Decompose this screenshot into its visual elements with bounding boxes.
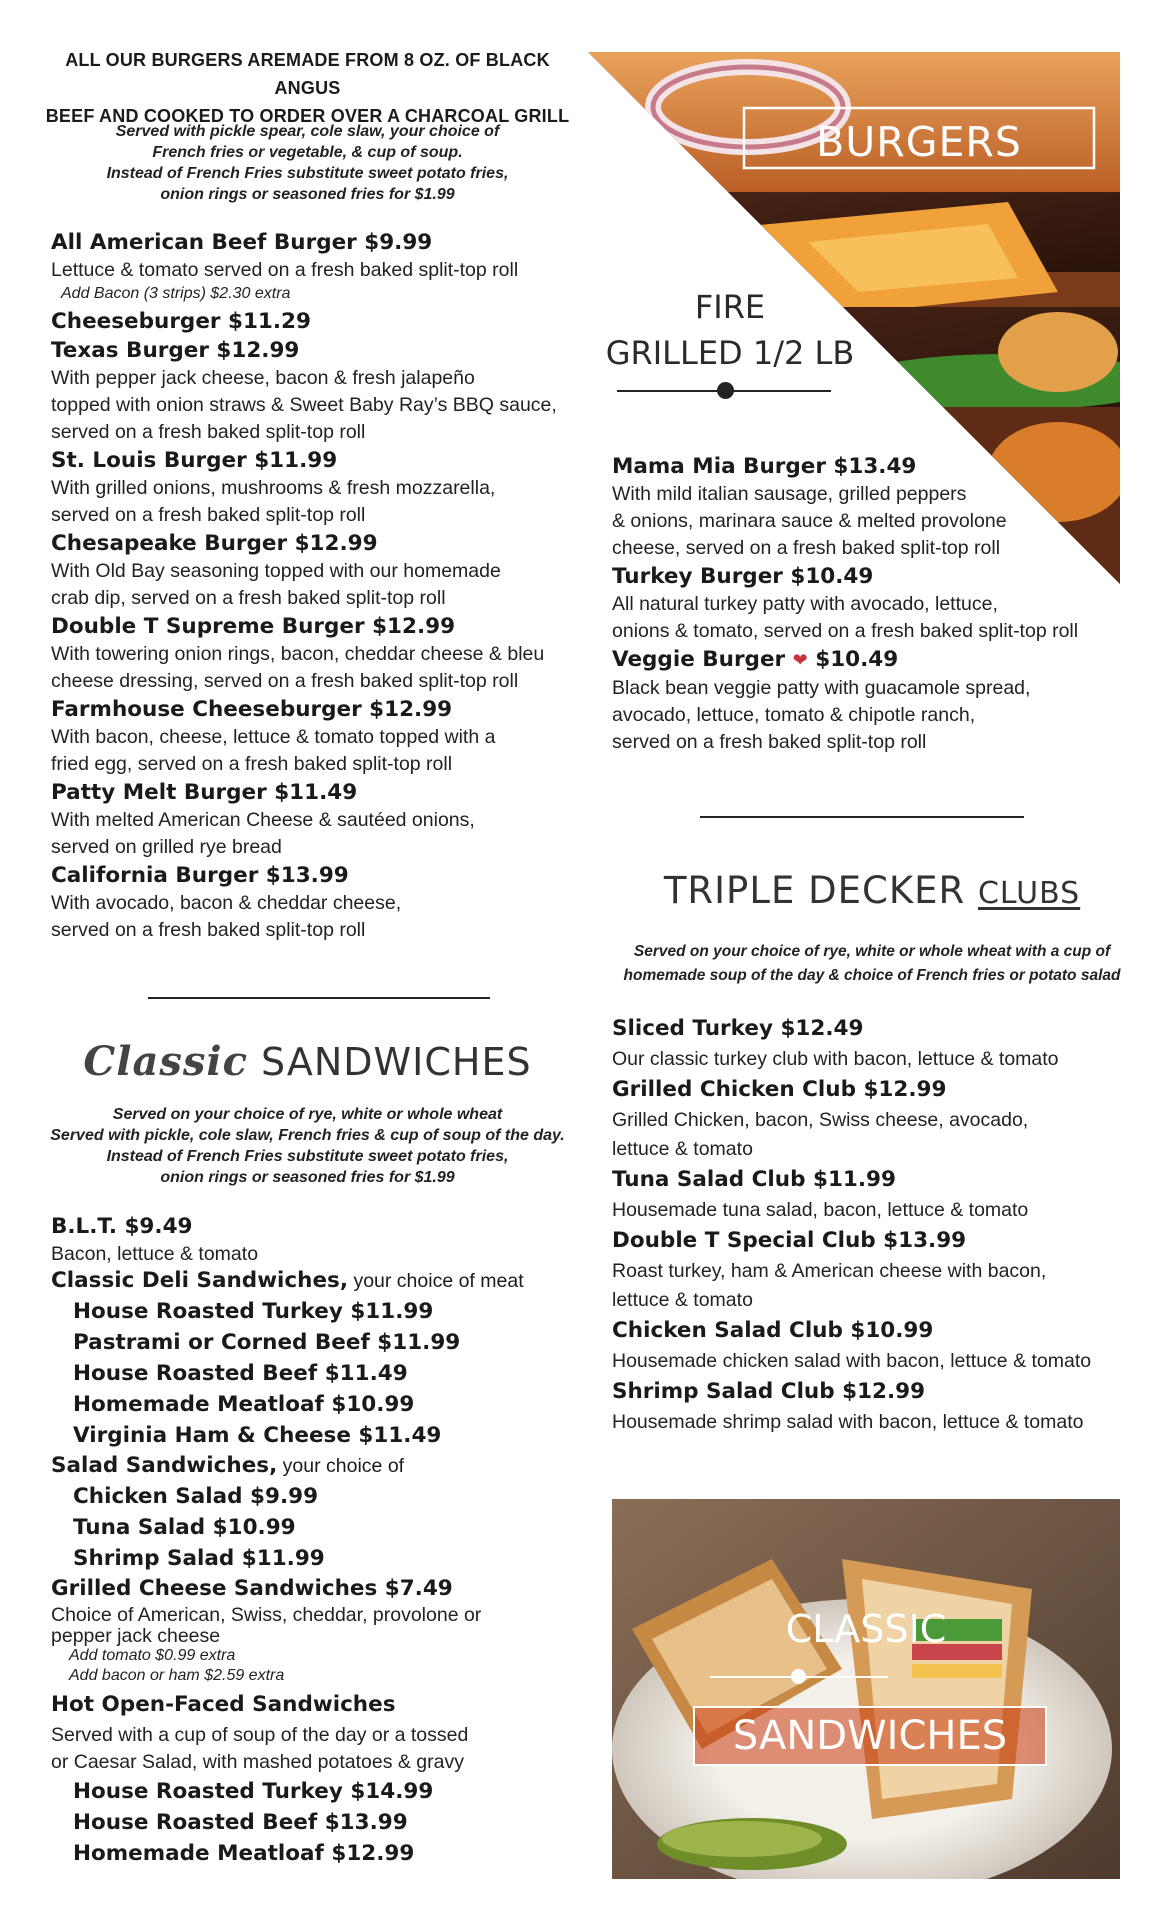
menu-item [612,562,1132,645]
menu-item [612,1164,1132,1225]
heart-icon: ❤ [792,650,808,671]
item-name: Chicken Salad Club $10.99 [612,1318,934,1343]
menu-item [51,778,581,861]
item-desc: Housemade chicken salad with bacon, lettuce & tomato [612,1350,1092,1372]
item-name: Shrimp Salad Club $12.99 [612,1379,926,1404]
item-desc: With avocado, bacon & cheddar cheese, [51,892,402,914]
menu-item [612,1074,1132,1164]
item-name: Mama Mia Burger $13.49 [612,454,917,479]
item-desc: With pepper jack cheese, bacon & fresh jalapeño [51,367,475,389]
clubs-list [612,1013,1132,1437]
photo-label-sandwiches: SANDWICHES [693,1706,1047,1766]
note-line: Instead of French Fries substitute sweet potato fries, [106,165,509,182]
item-extra: Add bacon or ham $2.59 extra [69,1667,285,1684]
item-desc: With mild italian sausage, grilled peppers [612,483,967,505]
note-line: Served with pickle, cole slaw, French fries & cup of soup of the day. [50,1127,565,1144]
note-line: Served with pickle spear, cole slaw, your choice of [115,123,500,140]
burgers-header-line: ALL OUR BURGERS AREMADE FROM 8 OZ. OF BLACK ANGUS [65,50,550,98]
menu-item [612,645,1132,756]
item-desc: With grilled onions, mushrooms & fresh mozzarella, [51,477,496,499]
item-desc: crab dip, served on a fresh baked split-top roll [51,587,446,609]
menu-item [51,695,581,778]
fire-line: GRILLED 1/2 LB [605,334,855,372]
item-desc: Served with a cup of soup of the day or a tossed [51,1724,469,1746]
item-name: St. Louis Burger $11.99 [51,448,338,473]
item-desc: or Caesar Salad, with mashed potatoes & gravy [51,1751,464,1773]
sandwich-photo [612,1499,1120,1879]
sandwich-photo-art [612,1499,1120,1879]
sub-item: House Roasted Beef $11.49 [73,1361,408,1386]
menu-item [612,1225,1132,1315]
burgers-right-list [612,452,1132,756]
item-name [612,645,1132,675]
sub-item: Chicken Salad $9.99 [73,1484,319,1509]
clubs-title-main: TRIPLE DECKER [663,869,966,912]
item-name: Texas Burger $12.99 [51,338,300,363]
sandwiches-note [40,1104,575,1188]
item-desc: With towering onion rings, bacon, cheddar cheese & bleu [51,643,545,665]
item-desc: & onions, marinara sauce & melted provolone [612,510,1007,532]
divider [148,997,490,999]
item-name: California Burger $13.99 [51,863,349,888]
menu-item [51,612,581,695]
burgers-left-list [51,228,581,944]
item-name: Turkey Burger $10.49 [612,564,874,589]
menu-item [612,1315,1132,1376]
deli-heading [51,1266,581,1296]
item-desc: onions & tomato, served on a fresh baked split-top roll [612,620,1079,642]
item-name: Double T Special Club $13.99 [612,1228,967,1253]
note-line: Served on your choice of rye, white or whole wheat [112,1106,503,1123]
item-name: Grilled Chicken Club $12.99 [612,1077,947,1102]
sub-item: Homemade Meatloaf $12.99 [73,1841,415,1866]
sandwiches-title-script: Classic [83,1038,248,1085]
sub-item: Homemade Meatloaf $10.99 [73,1392,415,1417]
note-line: French fries or vegetable, & cup of soup. [152,144,463,161]
item-desc: With melted American Cheese & sautéed onions, [51,809,475,831]
item-name: Hot Open-Faced Sandwiches [51,1692,396,1717]
item-desc: All natural turkey patty with avocado, lettuce, [612,593,998,615]
item-desc: avocado, lettuce, tomato & chipotle ranch, [612,704,976,726]
menu-item [612,1013,1132,1074]
sub-item: House Roasted Beef $13.99 [73,1810,408,1835]
item-desc: Our classic turkey club with bacon, lettuce & tomato [612,1048,1059,1070]
item-desc: served on a fresh baked split-top roll [51,504,366,526]
item-desc: pepper jack cheese [51,1625,221,1647]
item-name: B.L.T. $9.49 [51,1214,193,1239]
sub-item: Shrimp Salad $11.99 [73,1546,325,1571]
sandwiches-title [40,1036,575,1088]
menu-item [51,861,581,944]
item-desc: Roast turkey, ham & American cheese with bacon, [612,1260,1047,1282]
item-name: Sliced Turkey $12.49 [612,1016,864,1041]
burgers-header-line: BEEF AND COOKED TO ORDER OVER A CHARCOAL GRILL [45,106,570,126]
sandwiches-title-main: SANDWICHES [261,1040,532,1084]
item-desc: served on a fresh baked split-top roll [612,731,927,753]
item-name: Cheeseburger $11.29 [51,309,311,334]
item-desc: With Old Bay seasoning topped with our homemade [51,560,501,582]
clubs-title-small: CLUBS [977,876,1081,911]
photo-divider-dot [791,1669,806,1684]
item-desc: served on grilled rye bread [51,836,282,858]
veggie-name: Veggie Burger [612,647,786,672]
note-line: Served on your choice of rye, white or whole wheat with a cup of [633,943,1111,960]
menu-item [612,452,1132,562]
clubs-note [604,940,1140,988]
burgers-header [40,46,575,130]
burgers-banner-label: BURGERS [816,118,1022,166]
item-desc: fried egg, served on a fresh baked split-top roll [51,753,453,775]
item-name: Chesapeake Burger $12.99 [51,531,378,556]
item-name: Patty Melt Burger $11.49 [51,780,358,805]
photo-label-classic: CLASSIC [785,1607,947,1651]
item-desc: Bacon, lettuce & tomato [51,1243,259,1265]
item-desc: cheese dressing, served on a fresh baked split-top roll [51,670,519,692]
item-desc: Lettuce & tomato served on a fresh baked split-top roll [51,259,519,281]
item-desc: Black bean veggie patty with guacamole spread, [612,677,1031,699]
item-name: Double T Supreme Burger $12.99 [51,614,456,639]
item-extra: Add tomato $0.99 extra [69,1647,236,1664]
item-name: All American Beef Burger $9.99 [51,230,433,255]
sandwiches-list [51,1212,581,1869]
item-name: Salad Sandwiches, [51,1453,278,1478]
menu-item [51,228,581,304]
clubs-title [612,868,1132,917]
note-line: onion rings or seasoned fries for $1.99 [160,186,455,203]
burgers-note [40,121,575,205]
sub-item: Tuna Salad $10.99 [73,1515,296,1540]
divider [700,816,1024,818]
item-desc: Grilled Chicken, bacon, Swiss cheese, avocado, [612,1109,1029,1131]
item-desc: served on a fresh baked split-top roll [51,421,366,443]
sub-item: Pastrami or Corned Beef $11.99 [73,1330,461,1355]
item-desc: lettuce & tomato [612,1289,753,1311]
item-name: Classic Deli Sandwiches, [51,1268,349,1293]
item-name: Farmhouse Cheeseburger $12.99 [51,697,453,722]
sub-item: Virginia Ham & Cheese $11.49 [73,1423,442,1448]
item-desc: your choice of [277,1455,405,1477]
menu-item [612,1376,1132,1437]
item-desc: Housemade tuna salad, bacon, lettuce & tomato [612,1199,1029,1221]
menu-item [51,307,581,336]
item-desc: cheese, served on a fresh baked split-top roll [612,537,1001,559]
item-name: Tuna Salad Club $11.99 [612,1167,896,1192]
note-line: onion rings or seasoned fries for $1.99 [160,1169,455,1186]
item-desc: lettuce & tomato [612,1138,753,1160]
note-line: homemade soup of the day & choice of French fries or potato salad [623,967,1121,984]
item-name: Grilled Cheese Sandwiches $7.49 [51,1576,453,1601]
menu-item [51,529,581,612]
divider-dot [717,382,734,399]
item-desc: your choice of meat [348,1270,524,1292]
item-desc: topped with onion straws & Sweet Baby Ray’s BBQ sauce, [51,394,557,416]
item-desc: With bacon, cheese, lettuce & tomato topped with a [51,726,496,748]
item-desc: served on a fresh baked split-top roll [51,919,366,941]
menu-item [51,336,581,446]
salad-heading [51,1451,581,1481]
note-line: Instead of French Fries substitute sweet potato fries, [106,1148,509,1165]
fire-line: FIRE [694,288,766,326]
sub-item: House Roasted Turkey $11.99 [73,1299,434,1324]
veggie-price: $10.49 [815,647,899,672]
item-desc: Housemade shrimp salad with bacon, lettuce & tomato [612,1411,1084,1433]
menu-item [51,446,581,529]
fire-grilled-title [600,284,860,376]
item-extra: Add Bacon (3 strips) $2.30 extra [61,285,291,302]
item-desc: Choice of American, Swiss, cheddar, provolone or [51,1604,482,1626]
sub-item: House Roasted Turkey $14.99 [73,1779,434,1804]
